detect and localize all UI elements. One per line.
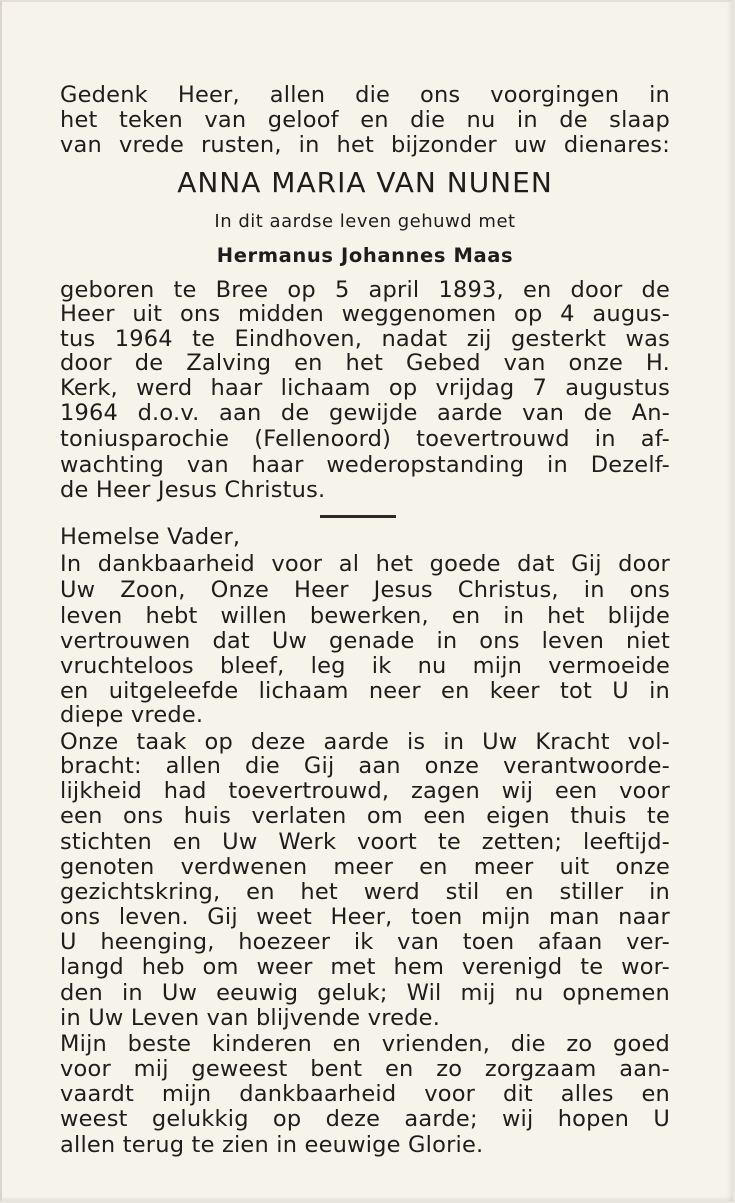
prayer-line: genoten verdwenen meer en meer uit onze: [60, 854, 670, 880]
prayer-line: stichten en Uw Werk voort te zetten; leeftijd-: [60, 829, 670, 855]
intro-line: Gedenk Heer, allen die ons voorgingen in: [60, 82, 670, 108]
bio-line: Heer uit ons midden weggenomen op 4 augus-: [60, 301, 670, 327]
prayer-line: en uitgeleefde lichaam neer en keer tot U in: [60, 678, 670, 704]
prayer-line: weest gelukkig op deze aarde; wij hopen U: [60, 1106, 670, 1132]
married-line: In dit aardse leven gehuwd met: [214, 211, 516, 232]
spouse-name: Hermanus Johannes Maas: [216, 244, 514, 267]
prayer-line: een ons huis verlaten om een eigen thuis te: [60, 803, 670, 829]
prayer-line: Mijn beste kinderen en vrienden, die zo goed: [60, 1031, 670, 1057]
prayer-line: gezichtskring, en het werd stil en stiller in: [60, 879, 670, 905]
bio-line: toniusparochie (Fellenoord) toevertrouwd in af-: [60, 426, 670, 452]
prayer-line: voor mij geweest bent en zo zorgzaam aan-: [60, 1056, 670, 1082]
prayer-line: Onze taak op deze aarde is in Uw Kracht vol-: [60, 729, 670, 755]
bio-line: wachting van haar wederopstanding in Dezelf-: [60, 452, 670, 478]
bio-line: geboren te Bree op 5 april 1893, en door de: [60, 277, 670, 303]
section-divider: [320, 515, 396, 518]
prayer-line: in Uw Leven van blijvende vrede.: [60, 1005, 441, 1031]
prayer-line: Hemelse Vader,: [60, 524, 241, 550]
prayer-line: bracht: allen die Gij aan onze verantwoorde-: [60, 753, 670, 779]
bio-line: door de Zalving en het Gebed van onze H.: [60, 350, 670, 376]
prayer-line: diepe vrede.: [60, 702, 204, 728]
intro-line: het teken van geloof en die nu in de slaap: [60, 107, 670, 133]
bio-line: tus 1964 te Eindhoven, nadat zij gesterkt was: [60, 326, 670, 352]
prayer-line: U heenging, hoezeer ik van toen afaan ver-: [60, 929, 670, 955]
prayer-line: allen terug te zien in eeuwige Glorie.: [60, 1132, 484, 1158]
card-edge-shadow: [727, 2, 733, 1201]
prayer-line: ons leven. Gij weet Heer, toen mijn man naar: [60, 904, 670, 930]
card-bottom-shadow: [2, 1196, 733, 1201]
prayer-line: vruchteloos bleef, leg ik nu mijn vermoeide: [60, 653, 670, 679]
prayer-line: vertrouwen dat Uw genade in ons leven niet: [60, 628, 670, 654]
prayer-line: lijkheid had toevertrouwd, zagen wij een voor: [60, 778, 670, 804]
deceased-name: ANNA MARIA VAN NUNEN: [177, 166, 553, 199]
bio-line: Kerk, werd haar lichaam op vrijdag 7 augustus: [60, 375, 670, 401]
prayer-line: Uw Zoon, Onze Heer Jesus Christus, in ons: [60, 577, 670, 603]
bio-line: de Heer Jesus Christus.: [60, 477, 326, 503]
prayer-line: In dankbaarheid voor al het goede dat Gij door: [60, 551, 670, 577]
intro-line: van vrede rusten, in het bijzonder uw dienares:: [60, 132, 670, 158]
prayer-line: den in Uw eeuwig geluk; Wil mij nu opnemen: [60, 980, 670, 1006]
prayer-line: vaardt mijn dankbaarheid voor dit alles en: [60, 1081, 670, 1107]
bio-line: 1964 d.o.v. aan de gewijde aarde van de An-: [60, 400, 670, 426]
prayer-line: leven hebt willen bewerken, en in het blijde: [60, 603, 670, 629]
prayer-line: langd heb om weer met hem verenigd te wor-: [60, 954, 670, 980]
